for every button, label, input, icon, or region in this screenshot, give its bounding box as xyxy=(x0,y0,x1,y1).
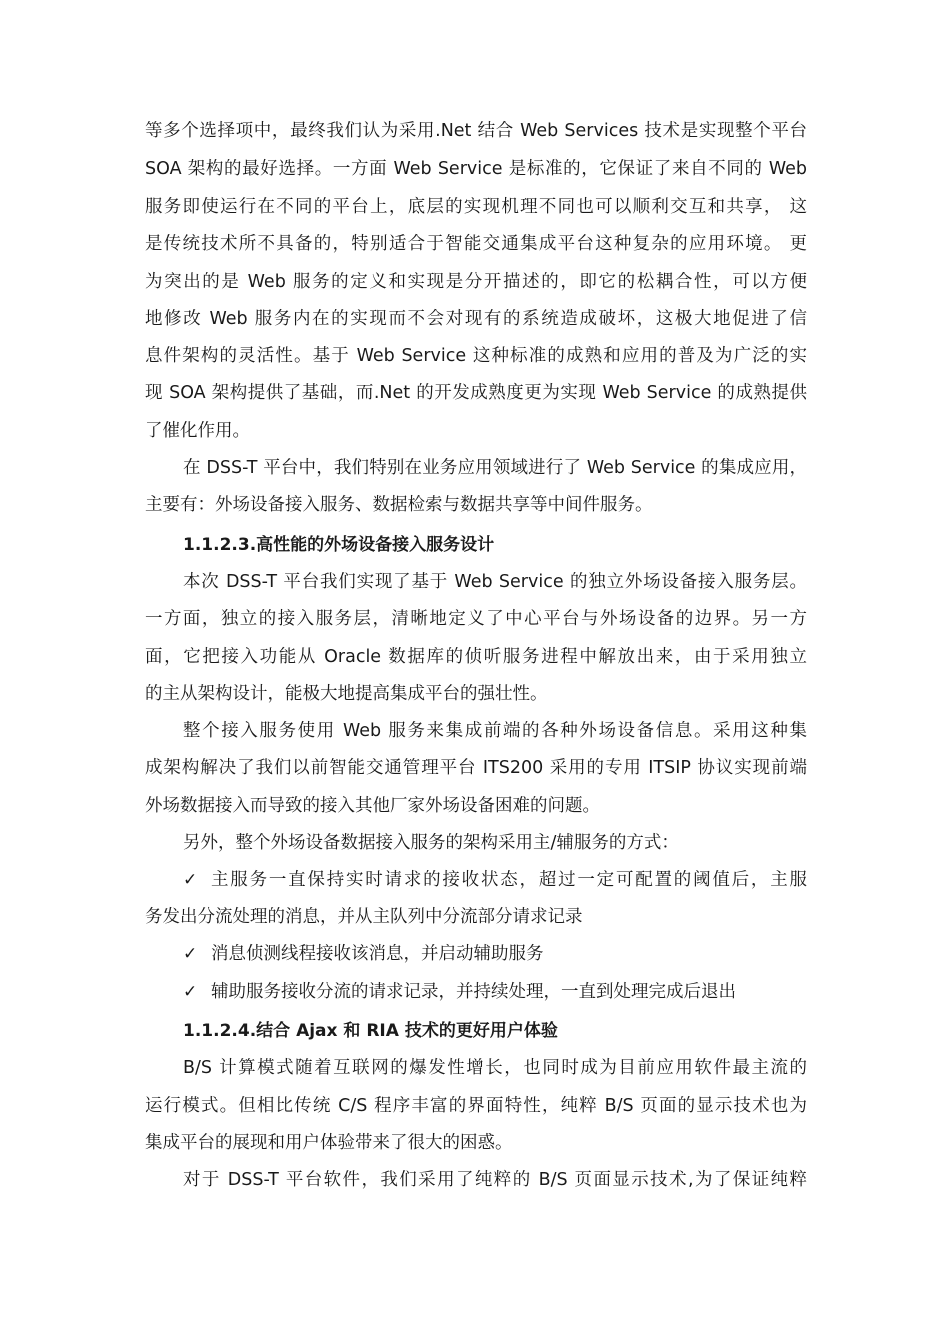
section-title: 结合 Ajax 和 RIA 技术的更好用户体验 xyxy=(256,1021,558,1041)
paragraph-line: 等多个选择项中，最终我们认为采用.Net 结合 Web Services 技术是实现整个平台 xyxy=(145,121,807,141)
bullet-line: 辅助服务接收分流的请求记录，并持续处理，一直到处理完成后退出 xyxy=(211,982,736,1002)
paragraph-line: 运行模式。但相比传统 C/S 程序丰富的界面特性，纯粹 B/S 页面的显示技术也为 xyxy=(145,1096,807,1116)
checkmark-icon: ✓ xyxy=(183,870,198,890)
section-title: 高性能的外场设备接入服务设计 xyxy=(256,535,495,555)
bullet-line: 务发出分流处理的消息，并从主队列中分流部分请求记录 xyxy=(145,907,583,927)
section-heading xyxy=(183,1020,558,1042)
paragraph-line: B/S 计算模式随着互联网的爆发性增长，也同时成为目前应用软件最主流的 xyxy=(183,1058,807,1078)
paragraph-line: 为突出的是 Web 服务的定义和实现是分开描述的，即它的松耦合性，可以方便 xyxy=(145,272,807,292)
section-heading xyxy=(183,534,494,556)
checkmark-icon: ✓ xyxy=(183,982,198,1002)
paragraph-line: 面，它把接入功能从 Oracle 数据库的侦听服务进程中解放出来，由于采用独立 xyxy=(145,647,807,667)
bullet-line: 主服务一直保持实时请求的接收状态，超过一定可配置的阈值后，主服 xyxy=(211,870,807,890)
bullet-line: 消息侦测线程接收该消息，并启动辅助服务 xyxy=(211,944,544,964)
section-number: 1.1.2.4. xyxy=(183,1021,257,1041)
paragraph-line: 另外，整个外场设备数据接入服务的架构采用主/辅服务的方式： xyxy=(183,833,679,853)
paragraph-line: 息件架构的灵活性。基于 Web Service 这种标准的成熟和应用的普及为广泛的实 xyxy=(145,346,807,366)
paragraph-line: 对于 DSS-T 平台软件，我们采用了纯粹的 B/S 页面显示技术,为了保证纯粹 xyxy=(183,1170,807,1190)
checkmark-icon: ✓ xyxy=(183,944,198,964)
paragraph-line: 的主从架构设计，能极大地提高集成平台的强壮性。 xyxy=(145,684,548,704)
paragraph-line: 主要有：外场设备接入服务、数据检索与数据共享等中间件服务。 xyxy=(145,495,653,515)
paragraph-line: 外场数据接入而导致的接入其他厂家外场设备困难的问题。 xyxy=(145,796,600,816)
paragraph-line: 集成平台的展现和用户体验带来了很大的困惑。 xyxy=(145,1133,513,1153)
paragraph-line: 本次 DSS-T 平台我们实现了基于 Web Service 的独立外场设备接入服务层。 xyxy=(183,572,807,592)
paragraph-line: 地修改 Web 服务内在的实现而不会对现有的系统造成破坏，这极大地促进了信 xyxy=(145,309,807,329)
paragraph-line: 整个接入服务使用 Web 服务来集成前端的各种外场设备信息。采用这种集 xyxy=(183,721,807,741)
paragraph-line: SOA 架构的最好选择。一方面 Web Service 是标准的，它保证了来自不同的 Web xyxy=(145,159,807,179)
paragraph-line: 是传统技术所不具备的，特别适合于智能交通集成平台这种复杂的应用环境。 更 xyxy=(145,234,807,254)
paragraph-line: 服务即使运行在不同的平台上，底层的实现机理不同也可以顺利交互和共享， 这 xyxy=(145,197,807,217)
paragraph-line: 现 SOA 架构提供了基础，而.Net 的开发成熟度更为实现 Web Service 的成熟提供 xyxy=(145,383,807,403)
paragraph-line: 成架构解决了我们以前智能交通管理平台 ITS200 采用的专用 ITSIP 协议实现前端 xyxy=(145,758,807,778)
paragraph-line: 一方面，独立的接入服务层，清晰地定义了中心平台与外场设备的边界。另一方 xyxy=(145,609,807,629)
section-number: 1.1.2.3. xyxy=(183,535,257,555)
paragraph-line: 了催化作用。 xyxy=(145,421,250,441)
paragraph-line: 在 DSS-T 平台中，我们特别在业务应用领域进行了 Web Service 的集成应用， xyxy=(183,458,807,478)
